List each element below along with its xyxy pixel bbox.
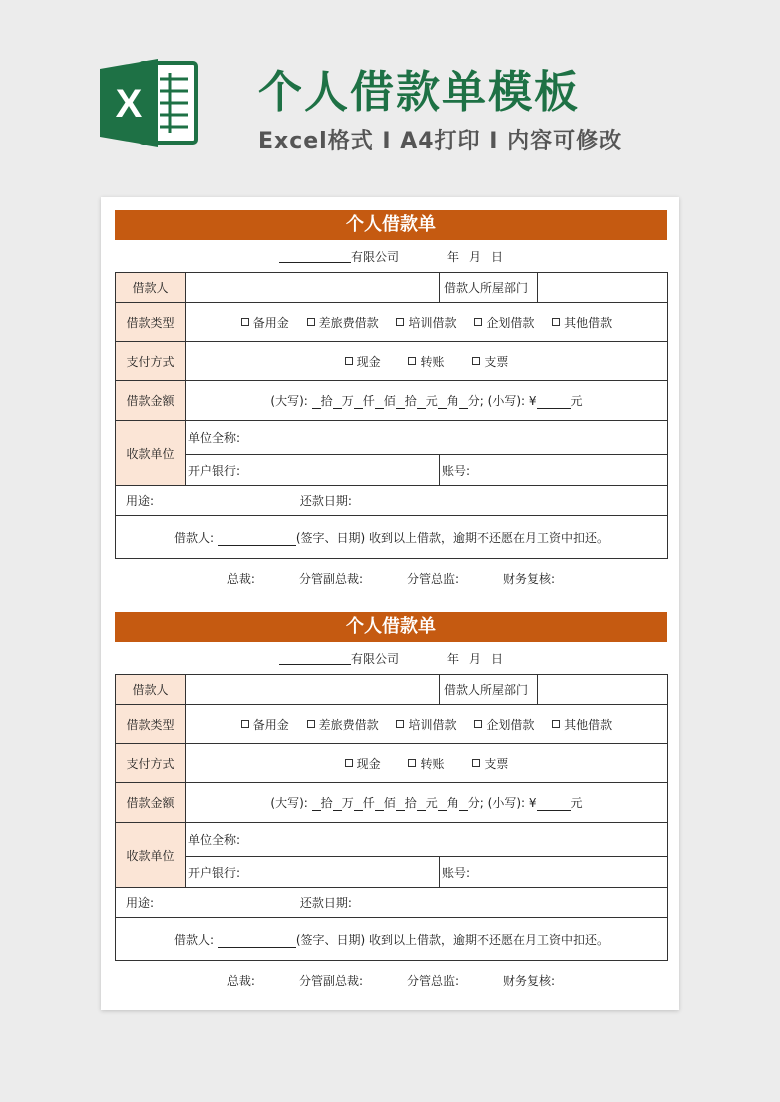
small-amount-blank[interactable] xyxy=(537,797,571,811)
pay-option[interactable] xyxy=(408,757,444,771)
checkbox-icon xyxy=(552,720,560,728)
digit-blank[interactable] xyxy=(396,395,405,409)
unit-name-label: 单位全称: xyxy=(188,833,241,847)
amount-unit: 角 xyxy=(446,394,459,408)
payee-label: 收款单位 xyxy=(116,823,186,888)
checkbox-icon xyxy=(345,759,353,767)
type-option[interactable] xyxy=(241,316,289,330)
checkbox-icon xyxy=(396,720,404,728)
pay-option[interactable] xyxy=(345,757,381,771)
type-option[interactable] xyxy=(307,718,379,732)
digit-blank[interactable] xyxy=(438,797,447,811)
type-option-label: 差旅费借款 xyxy=(318,717,379,732)
amount-unit: 拾 xyxy=(404,394,417,408)
checkbox-icon xyxy=(396,318,404,326)
loan-type-label: 借款类型 xyxy=(116,303,186,342)
amount-unit: 万 xyxy=(341,796,354,810)
borrower-signature-blank[interactable] xyxy=(218,934,296,948)
pay-option[interactable] xyxy=(472,355,508,369)
digit-blank[interactable] xyxy=(333,395,342,409)
type-option[interactable] xyxy=(241,718,289,732)
signature-president: 总裁: xyxy=(226,973,255,988)
borrower-field[interactable] xyxy=(186,273,440,303)
pay-option-label: 支票 xyxy=(484,354,509,369)
form-title: 个人借款单 xyxy=(115,612,667,642)
amount-unit: 拾 xyxy=(404,796,417,810)
pay-option[interactable] xyxy=(408,355,444,369)
declaration-prefix: 借款人: xyxy=(173,932,215,947)
amount-unit: 拾 xyxy=(320,394,333,408)
amount-unit: 仟 xyxy=(362,796,375,810)
checkbox-icon xyxy=(345,357,353,365)
borrower-label: 借款人 xyxy=(116,675,186,705)
checkbox-icon xyxy=(307,720,315,728)
purpose-label: 用途: xyxy=(126,494,155,508)
signature-director: 分管总监: xyxy=(407,973,460,988)
checkbox-icon xyxy=(472,759,480,767)
approval-signature-row xyxy=(115,961,667,999)
checkbox-icon xyxy=(307,318,315,326)
amount-small-prefix: (小写): xyxy=(487,796,526,810)
unit-name-field[interactable] xyxy=(186,823,668,857)
company-date-line xyxy=(115,240,667,272)
page-header xyxy=(0,0,780,190)
date-year: 年 xyxy=(446,651,459,666)
type-option[interactable] xyxy=(396,718,456,732)
payment-method-label: 支付方式 xyxy=(116,744,186,783)
pay-option-label: 现金 xyxy=(356,354,381,369)
digit-blank[interactable] xyxy=(459,395,468,409)
dept-field[interactable] xyxy=(538,675,668,705)
signature-finance-review: 财务复核: xyxy=(503,571,556,586)
type-option-label: 备用金 xyxy=(252,717,289,732)
type-option[interactable] xyxy=(474,718,534,732)
type-option[interactable] xyxy=(474,316,534,330)
payment-method-label: 支付方式 xyxy=(116,342,186,381)
digit-blank[interactable] xyxy=(396,797,405,811)
dept-field[interactable] xyxy=(538,273,668,303)
amount-unit: 分; xyxy=(467,796,484,810)
amount-label: 借款金额 xyxy=(116,381,186,421)
type-option[interactable] xyxy=(396,316,456,330)
form-title: 个人借款单 xyxy=(115,210,667,240)
digit-blank[interactable] xyxy=(354,797,363,811)
loan-form-2 xyxy=(115,612,667,999)
digit-blank[interactable] xyxy=(375,797,384,811)
type-option-label: 其他借款 xyxy=(564,315,613,330)
dept-label: 借款人所屋部门 xyxy=(440,273,538,303)
amount-unit: 元 xyxy=(425,394,438,408)
amount-unit: 万 xyxy=(341,394,354,408)
repay-date-label: 还款日期: xyxy=(299,494,352,508)
digit-blank[interactable] xyxy=(438,395,447,409)
company-suffix: 有限公司 xyxy=(350,249,399,264)
loan-type-label: 借款类型 xyxy=(116,705,186,744)
pay-option-label: 现金 xyxy=(356,756,381,771)
digit-blank[interactable] xyxy=(312,395,321,409)
unit-name-field[interactable] xyxy=(186,421,668,455)
signature-director: 分管总监: xyxy=(407,571,460,586)
company-name-blank[interactable] xyxy=(279,651,351,665)
payee-label: 收款单位 xyxy=(116,421,186,486)
dept-label: 借款人所屋部门 xyxy=(440,675,538,705)
currency-symbol: ¥ xyxy=(528,394,537,408)
excel-logo-letter: X xyxy=(115,82,143,126)
bank-label: 开户银行: xyxy=(188,463,241,478)
company-name-blank[interactable] xyxy=(279,249,351,263)
declaration-row xyxy=(116,918,668,961)
amount-unit: 元 xyxy=(425,796,438,810)
date-month: 月 xyxy=(469,651,482,666)
signature-finance-review: 财务复核: xyxy=(503,973,556,988)
signature-president: 总裁: xyxy=(226,571,255,586)
document-sheet xyxy=(101,197,679,1010)
bank-field[interactable] xyxy=(186,455,440,486)
bank-field[interactable] xyxy=(186,857,440,888)
loan-form-table xyxy=(115,674,668,961)
loan-form-1 xyxy=(115,210,667,597)
page-subtitle: Excel格式 I A4打印 I 内容可修改 xyxy=(258,129,623,154)
signature-vice-president: 分管副总裁: xyxy=(298,973,363,988)
declaration-text: (签字、日期) 收到以上借款，逾期不还愿在月工资中扣还。 xyxy=(295,932,610,947)
amount-capital-prefix: (大写): xyxy=(270,394,308,408)
type-option-label: 培训借款 xyxy=(408,717,457,732)
account-field[interactable] xyxy=(440,455,668,486)
amount-field[interactable] xyxy=(186,381,668,421)
checkbox-icon xyxy=(241,720,249,728)
digit-blank[interactable] xyxy=(333,797,342,811)
signature-vice-president: 分管副总裁: xyxy=(298,571,363,586)
type-option-label: 企划借款 xyxy=(486,717,535,732)
declaration-prefix: 借款人: xyxy=(173,530,215,545)
pay-option-label: 转账 xyxy=(420,354,445,369)
payment-method-options xyxy=(186,744,668,783)
checkbox-icon xyxy=(241,318,249,326)
borrower-label: 借款人 xyxy=(116,273,186,303)
unit-name-label: 单位全称: xyxy=(188,431,241,445)
digit-blank[interactable] xyxy=(417,797,426,811)
amount-unit: 拾 xyxy=(320,796,333,810)
account-field[interactable] xyxy=(440,857,668,888)
type-option[interactable] xyxy=(552,718,612,732)
borrower-signature-blank[interactable] xyxy=(218,532,296,546)
pay-option-label: 支票 xyxy=(484,756,509,771)
type-option-label: 差旅费借款 xyxy=(318,315,379,330)
amount-label: 借款金额 xyxy=(116,783,186,823)
checkbox-icon xyxy=(408,357,416,365)
date-year: 年 xyxy=(446,249,459,264)
yuan-suffix: 元 xyxy=(570,796,583,810)
digit-blank[interactable] xyxy=(312,797,321,811)
page-title: 个人借款单模板 xyxy=(258,67,580,118)
amount-unit: 佰 xyxy=(383,394,396,408)
digit-blank[interactable] xyxy=(354,395,363,409)
pay-option-label: 转账 xyxy=(420,756,445,771)
date-day: 日 xyxy=(491,249,504,264)
payment-method-options xyxy=(186,342,668,381)
company-date-line xyxy=(115,642,667,674)
pay-option[interactable] xyxy=(345,355,381,369)
loan-type-options xyxy=(186,303,668,342)
amount-capital-prefix: (大写): xyxy=(270,796,308,810)
type-option-label: 其他借款 xyxy=(564,717,613,732)
amount-unit: 仟 xyxy=(362,394,375,408)
digit-blank[interactable] xyxy=(459,797,468,811)
declaration-row xyxy=(116,516,668,559)
approval-signature-row xyxy=(115,559,667,597)
amount-field[interactable] xyxy=(186,783,668,823)
repay-date-label: 还款日期: xyxy=(299,896,352,910)
type-option[interactable] xyxy=(552,316,612,330)
amount-unit: 佰 xyxy=(383,796,396,810)
amount-small-prefix: (小写): xyxy=(487,394,526,408)
currency-symbol: ¥ xyxy=(528,796,537,810)
digit-blank[interactable] xyxy=(417,395,426,409)
type-option[interactable] xyxy=(307,316,379,330)
digit-blank[interactable] xyxy=(375,395,384,409)
loan-type-options xyxy=(186,705,668,744)
purpose-label: 用途: xyxy=(126,896,155,910)
checkbox-icon xyxy=(474,720,482,728)
date-day: 日 xyxy=(491,651,504,666)
bank-label: 开户银行: xyxy=(188,865,241,880)
amount-unit: 分; xyxy=(467,394,484,408)
purpose-row[interactable] xyxy=(116,888,668,918)
date-month: 月 xyxy=(469,249,482,264)
account-label: 账号: xyxy=(442,865,471,880)
checkbox-icon xyxy=(552,318,560,326)
account-label: 账号: xyxy=(442,463,471,478)
pay-option[interactable] xyxy=(472,757,508,771)
checkbox-icon xyxy=(408,759,416,767)
loan-form-table xyxy=(115,272,668,559)
company-suffix: 有限公司 xyxy=(350,651,399,666)
excel-logo-icon xyxy=(100,57,200,149)
checkbox-icon xyxy=(474,318,482,326)
type-option-label: 企划借款 xyxy=(486,315,535,330)
purpose-row[interactable] xyxy=(116,486,668,516)
yuan-suffix: 元 xyxy=(570,394,583,408)
declaration-text: (签字、日期) 收到以上借款，逾期不还愿在月工资中扣还。 xyxy=(295,530,610,545)
borrower-field[interactable] xyxy=(186,675,440,705)
checkbox-icon xyxy=(472,357,480,365)
type-option-label: 培训借款 xyxy=(408,315,457,330)
small-amount-blank[interactable] xyxy=(537,395,571,409)
amount-unit: 角 xyxy=(446,796,459,810)
type-option-label: 备用金 xyxy=(252,315,289,330)
